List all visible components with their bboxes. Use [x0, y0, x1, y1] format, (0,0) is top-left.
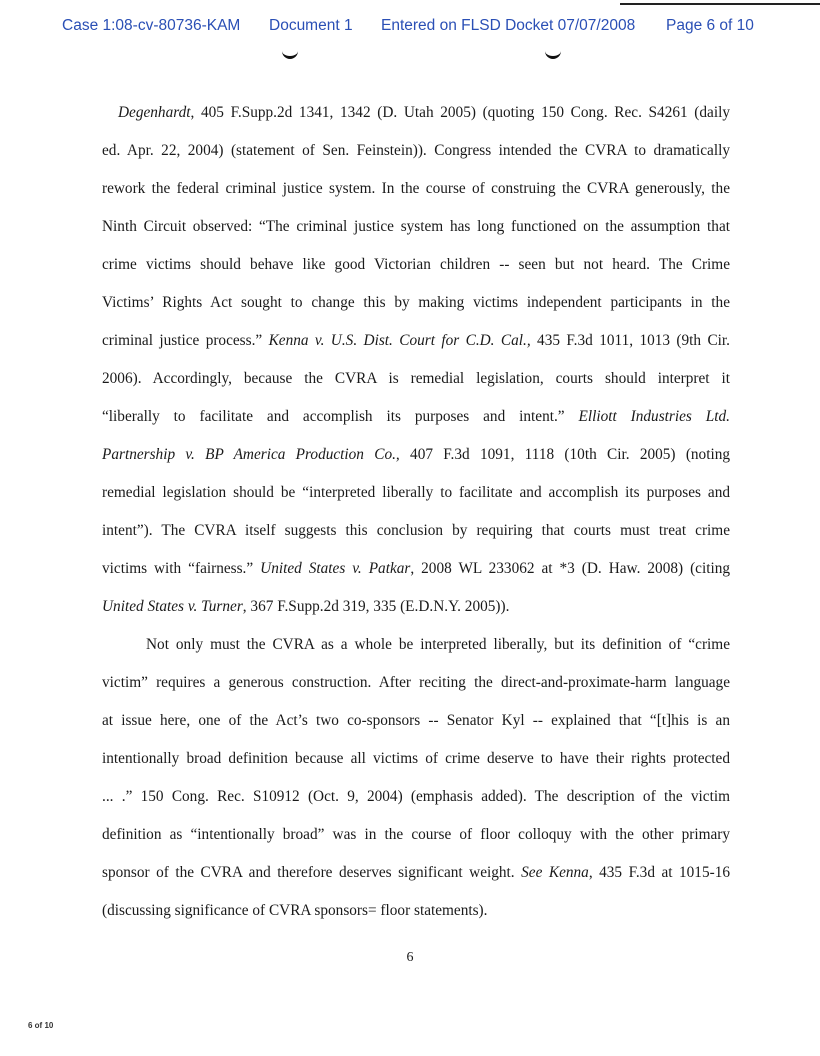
- body-line: crime victims should behave like good Victorian children -- seen but not heard. The Crime: [102, 256, 730, 273]
- page-number: 6: [406, 950, 414, 965]
- case-number: Case 1:08-cv-80736-KAM: [62, 17, 241, 34]
- body-line: Degenhardt, 405 F.Supp.2d 1341, 1342 (D. Utah 2005) (quoting 150 Cong. Rec. S4261 (daily: [118, 104, 730, 121]
- body-line: remedial legislation should be “interpreted liberally to facilitate and accomplish its purposes and: [102, 484, 730, 501]
- body-line: intent”). The CVRA itself suggests this conclusion by requiring that courts must treat crime: [102, 522, 730, 539]
- body-line: at issue here, one of the Act’s two co-sponsors -- Senator Kyl -- explained that “[t]his is an: [102, 712, 730, 729]
- document-number: Document 1: [269, 17, 353, 34]
- body-line: definition as “intentionally broad” was in the course of floor colloquy with the other primary: [102, 826, 730, 843]
- body-line: victim” requires a generous construction. After reciting the direct-and-proximate-harm language: [102, 674, 730, 691]
- body-line: intentionally broad definition because all victims of crime deserve to have their rights protected: [102, 750, 730, 767]
- body-line: (discussing significance of CVRA sponsors= floor statements).: [102, 902, 488, 919]
- body-line: United States v. Turner, 367 F.Supp.2d 319, 335 (E.D.N.Y. 2005)).: [102, 598, 510, 615]
- body-line: Victims’ Rights Act sought to change this by making victims independent participants in the: [102, 294, 730, 311]
- body-line: sponsor of the CVRA and therefore deserves significant weight. See Kenna, 435 F.3d at 1015-16: [102, 864, 730, 881]
- binding-mark-left: [282, 48, 298, 59]
- body-line: Not only must the CVRA as a whole be interpreted liberally, but its definition of “crime: [146, 636, 730, 653]
- body-line: Partnership v. BP America Production Co., 407 F.3d 1091, 1118 (10th Cir. 2005) (noting: [102, 446, 731, 463]
- footer-page-label: 6 of 10: [28, 1021, 54, 1030]
- body-line: rework the federal criminal justice system. In the course of construing the CVRA generously, the: [102, 180, 730, 197]
- body-line: victims with “fairness.” United States v. Patkar, 2008 WL 233062 at *3 (D. Haw. 2008) (citing: [102, 560, 730, 577]
- page-of-total: Page 6 of 10: [666, 17, 754, 34]
- body-line: 2006). Accordingly, because the CVRA is remedial legislation, courts should interpret it: [102, 370, 730, 387]
- body-line: Ninth Circuit observed: “The criminal justice system has long functioned on the assumption that: [102, 218, 730, 235]
- body-line: criminal justice process.” Kenna v. U.S. Dist. Court for C.D. Cal., 435 F.3d 1011, 1013 (9th Cir.: [102, 332, 730, 349]
- body-line: ... .” 150 Cong. Rec. S10912 (Oct. 9, 2004) (emphasis added). The description of the victim: [102, 788, 730, 805]
- body-line: ed. Apr. 22, 2004) (statement of Sen. Feinstein)). Congress intended the CVRA to dramatically: [102, 142, 730, 159]
- binding-mark-right: [545, 48, 561, 59]
- scan-edge-line: [620, 3, 820, 5]
- body-line: “liberally to facilitate and accomplish its purposes and intent.” Elliott Industries Ltd.: [102, 408, 731, 425]
- docket-entry-date: Entered on FLSD Docket 07/07/2008: [381, 17, 636, 34]
